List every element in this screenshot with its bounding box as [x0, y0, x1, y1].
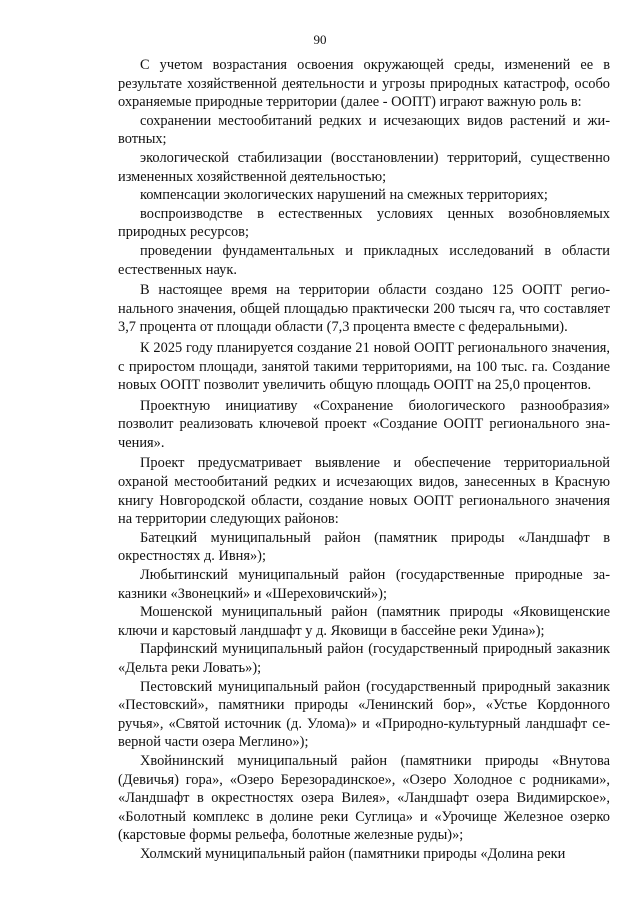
- paragraph: Батецкий муниципальный район (памятник природы «Ландшафт в окрестностях д. Ивня»);: [118, 529, 610, 565]
- paragraph: Любытинский муниципальный район (государственные природные заказники «Звонецкий» и «Шереховичский»);: [118, 567, 610, 602]
- paragraph: проведении фундаментальных и прикладных исследований в области естественных наук.: [118, 242, 610, 278]
- paragraph: К 2025 году планируется создание 21 новой ООПТ регионального значения, с приростом площади, занятой такими территориями, на 100 тыс. га. Создание новых ООПТ позволит увеличить общую площадь ООПТ на 25,0 процентов.: [118, 339, 610, 394]
- paragraph: С учетом возрастания освоения окружающей среды, изменений ее в результате хозяйственной деятельности и угрозы природных катастроф, особо охраняемые природные территории (далее - ООПТ) играют важную роль в:: [118, 57, 610, 111]
- paragraph: Хвойнинский муниципальный район (памятники природы «Внутова (Девичья) гора», «Озеро Березорадинское», «Озеро Холодное с родниками», «Ландшафт в окрестностях озера Вилея», «Ландшафт озера Видимирское», «Болотный комплекс в долине реки Суглица» и «Урочище Железное озерко (карстовые формы рельефа, болотные железные руды)»;: [118, 752, 610, 844]
- paragraph: В настоящее время на территории области создано 125 ООПТ регионального значения, общей площадью практически 200 тысяч га, что составляет 3,7 процента от площади области (7,3 процента вместе с федеральными).: [118, 282, 610, 336]
- page-number: 90: [313, 32, 327, 47]
- paragraph: Мошенской муниципальный район (памятник природы «Яковищенские ключи и карстовый ландшафт у д. Яковищи в бассейне реки Удина»);: [118, 604, 610, 639]
- paragraph: Проект предусматривает выявление и обеспечение территориальной охраной местообитаний редких и исчезающих видов, занесенных в Красную книгу Новгородской области, создание новых ООПТ регионального значения на территории следующих районов:: [118, 455, 610, 528]
- document-body: [118, 56, 610, 864]
- paragraph: воспроизводстве в естественных условиях ценных возобновляемых природных ресурсов;: [118, 205, 610, 241]
- paragraph: Холмский муниципальный район (памятники природы «Долина реки: [140, 845, 566, 862]
- paragraph: Парфинский муниципальный район (государственный природный заказник «Дельта реки Ловать»);: [118, 641, 610, 676]
- paragraph: сохранении местообитаний редких и исчезающих видов растений и животных;: [118, 112, 610, 148]
- paragraph: экологической стабилизации (восстановлении) территорий, существенно измененных хозяйственной деятельностью;: [118, 149, 610, 185]
- paragraph: компенсации экологических нарушений на смежных территориях;: [140, 187, 548, 204]
- paragraph: Пестовский муниципальный район (государственный природный заказник «Пестовский», памятники природы «Ленинский бор», «Устье Кордонного ручья», «Святой источник (д. Улома)» и «Природно-культурный ландшафт северной части озера Меглино»);: [118, 678, 610, 751]
- paragraph: Проектную инициативу «Сохранение биологического разнообразия» позволит реализовать ключевой проект «Создание ООПТ регионального значения».: [118, 397, 610, 451]
